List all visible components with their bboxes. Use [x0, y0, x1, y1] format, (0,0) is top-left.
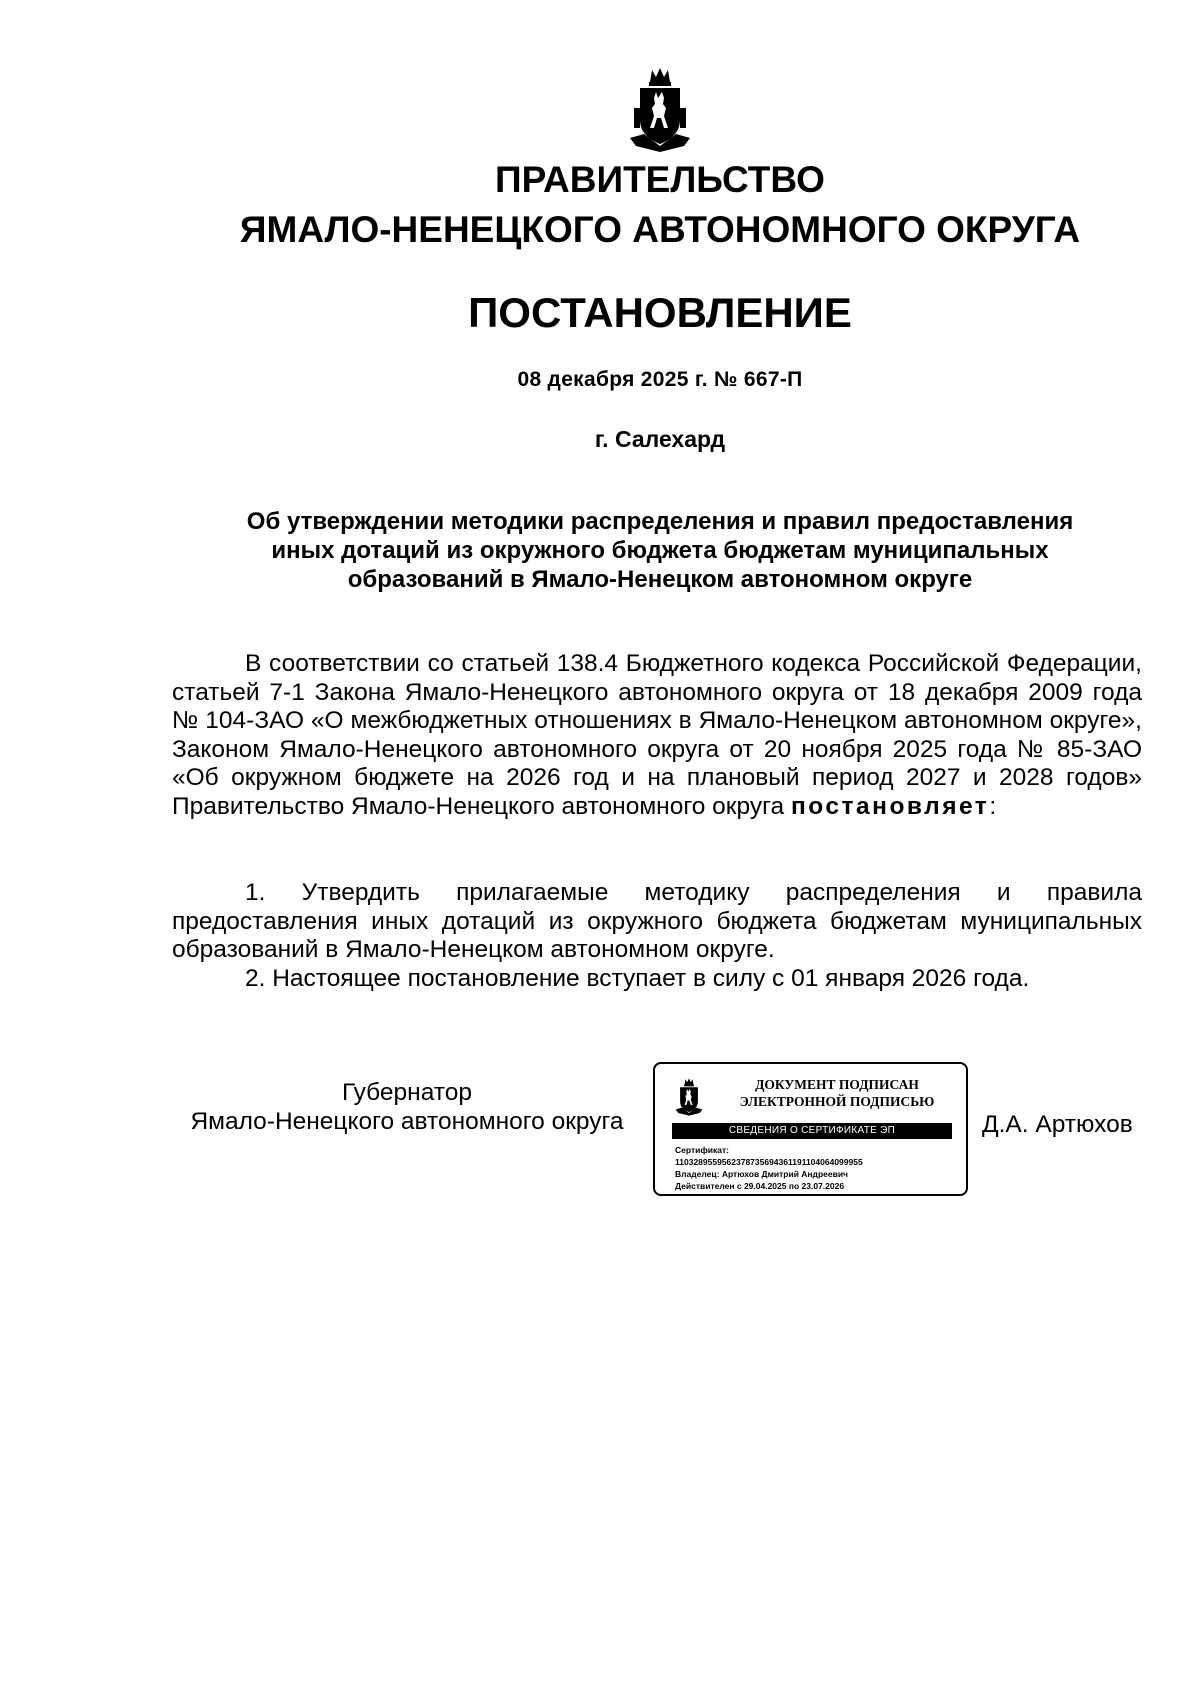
document-type: ПОСТАНОВЛЕНИЕ: [468, 289, 852, 336]
electronic-signature-stamp: [653, 1062, 968, 1196]
preamble-paragraph: [172, 650, 1142, 822]
document-subject: [200, 507, 1120, 594]
stamp-title-line1: ДОКУМЕНТ ПОДПИСАН: [755, 1077, 919, 1092]
stamp-certificate-bar: СВЕДЕНИЯ О СЕРТИФИКАТЕ ЭП: [672, 1123, 952, 1139]
document-date-number: 08 декабря 2025 г. № 667-П: [517, 368, 803, 391]
subject-line1: Об утверждении методики распределения и правил предоставления: [246, 508, 1074, 535]
signer-position-line2: Ямало-Ненецкого автономного округа: [190, 1108, 624, 1135]
stamp-title-line2: ЭЛЕКТРОННОЙ ПОДПИСЬЮ: [739, 1094, 935, 1109]
stamp-owner: Владелец: Артюхов Дмитрий Андреевич: [675, 1169, 848, 1179]
preamble-colon: :: [989, 792, 997, 820]
government-title-line1: ПРАВИТЕЛЬСТВО: [495, 159, 825, 200]
subject-line2: иных дотаций из окружного бюджета бюджетам муниципальных: [271, 537, 1049, 564]
preamble-text: В соответствии со статьей 138.4 Бюджетного кодекса Российской Федерации, статьей 7-1 Закона Ямало-Ненецкого автономного округа от 18 декабря 2009 года № 104-ЗАО «О межбюджетных отношениях в Ямало-Ненецком автономном округе», Законом Ямало-Ненецкого автономного округа от 20 ноября 2025 года № 85-ЗАО «Об окружном бюджете на 2026 год и на плановый период 2027 и 2028 годов» Правительство Ямало-Ненецкого автономного округа: [172, 650, 1142, 820]
government-title: [140, 155, 1180, 255]
subject-line3: образований в Ямало-Ненецком автономном округе: [347, 566, 973, 593]
stamp-title: [717, 1076, 957, 1110]
decree-word: постановляет: [790, 792, 990, 820]
signer-name: Д.А. Артюхов: [982, 1111, 1133, 1138]
stamp-cert-label: Сертификат:: [675, 1145, 729, 1155]
government-title-line2: ЯМАЛО-НЕНЕЦКОГО АВТОНОМНОГО ОКРУГА: [239, 209, 1081, 250]
decree-item-1: 1. Утвердить прилагаемые методику распределения и правила предоставления иных дотаций из окружного бюджета бюджетам муниципальных образований в Ямало-Ненецком автономном округе.: [172, 879, 1142, 964]
signer-position-line1: Губернатор: [342, 1079, 472, 1106]
stamp-coat-of-arms-icon: [673, 1076, 705, 1118]
stamp-certificate-details: [675, 1144, 863, 1192]
stamp-validity: Действителен с 29.04.2025 по 23.07.2026: [675, 1181, 845, 1191]
decree-item-2: 2. Настоящее постановление вступает в силу с 01 января 2026 года.: [245, 965, 1030, 992]
stamp-cert-number: 1103289559562378735694361191104064099955: [675, 1157, 863, 1167]
document-city: г. Салехард: [594, 426, 726, 452]
coat-of-arms-icon: [624, 68, 696, 152]
signer-position: [172, 1078, 642, 1136]
